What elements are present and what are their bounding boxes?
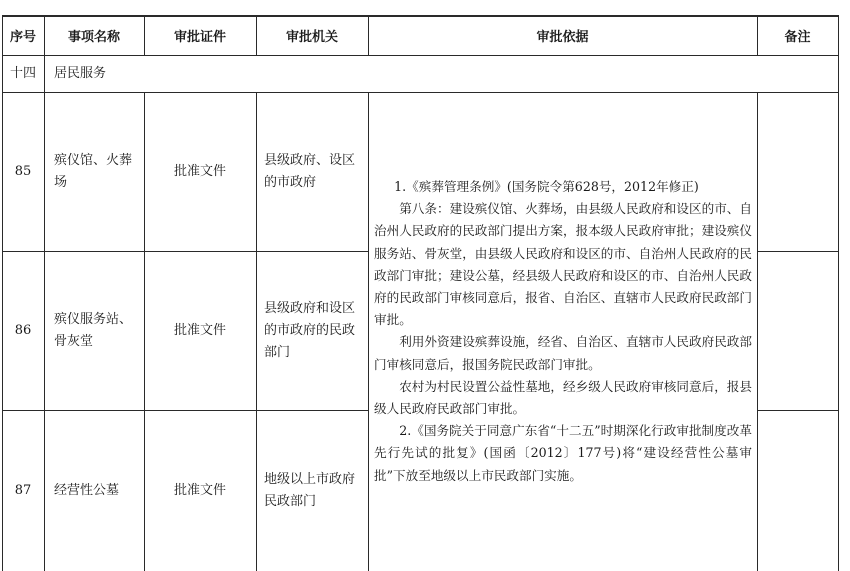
col-divider-4-body — [368, 92, 369, 571]
section-number: 十四 — [9, 65, 36, 81]
table-border-right — [838, 15, 839, 571]
header-item-name: 事项名称 — [67, 29, 120, 45]
basis-paragraph: 利用外资建设殡葬设施，经省、自治区、直辖市人民政府民政部门审核同意后，报国务院民政部门审批。 — [374, 334, 752, 372]
header-seq: 序号 — [9, 29, 36, 45]
basis-paragraph: 第八条：建设殡仪馆、火葬场，由县级人民政府和设区的市、自治州人民政府的民政部门提出方案，报本级人民政府审批；建设殡仪服务站、骨灰堂，由县级人民政府和设区的市、自治州人民政府的民政部门审批；建设公墓，经县级人民政府和设区的市、自治州人民政府的民政部门审核同意后，报省、自治区、直辖市人民政府民政部门审批。 — [374, 201, 752, 328]
row-item-name: 殡仪服务站、骨灰堂 — [54, 312, 133, 349]
header-authority: 审批机关 — [285, 29, 338, 45]
col-divider-5-body — [757, 92, 758, 571]
row-divider-86-remarks — [757, 410, 839, 411]
header-basis: 审批依据 — [536, 29, 589, 45]
header-certificate: 审批证件 — [173, 29, 226, 45]
row-certificate: 批准文件 — [173, 323, 226, 338]
row-authority: 县级政府、设区的市政府 — [264, 153, 356, 190]
row-divider-85-remarks — [757, 251, 839, 252]
row-item-name: 殡仪馆、火葬场 — [54, 153, 133, 190]
col-divider-section — [44, 55, 45, 92]
approval-basis-text — [374, 176, 752, 487]
row-seq: 87 — [14, 483, 32, 498]
section-title: 居民服务 — [54, 65, 107, 81]
basis-paragraph: 农村为村民设置公益性墓地，经乡级人民政府审核同意后，报县级人民政府民政部门审批。 — [374, 378, 752, 417]
col-divider-1-body — [44, 92, 45, 571]
col-divider-3-body — [256, 92, 257, 571]
row-item-name: 经营性公墓 — [54, 483, 120, 498]
row-seq: 86 — [14, 323, 32, 338]
row-certificate: 批准文件 — [173, 483, 226, 498]
basis-paragraph: 2.《国务院关于同意广东省“十二五”时期深化行政审批制度改革先行先试的批复》(国函〔2012〕177号)将“建设经营性公墓审批”下放至地级以上市民政部门实施。 — [374, 423, 752, 483]
basis-paragraph: 1.《殡葬管理条例》(国务院令第628号，2012年修正) — [394, 179, 699, 194]
row-authority: 地级以上市政府民政部门 — [264, 472, 356, 509]
header-remarks: 备注 — [784, 29, 811, 45]
row-certificate: 批准文件 — [173, 164, 226, 179]
row-authority: 县级政府和设区的市政府的民政部门 — [264, 301, 356, 360]
row-seq: 85 — [14, 164, 32, 179]
